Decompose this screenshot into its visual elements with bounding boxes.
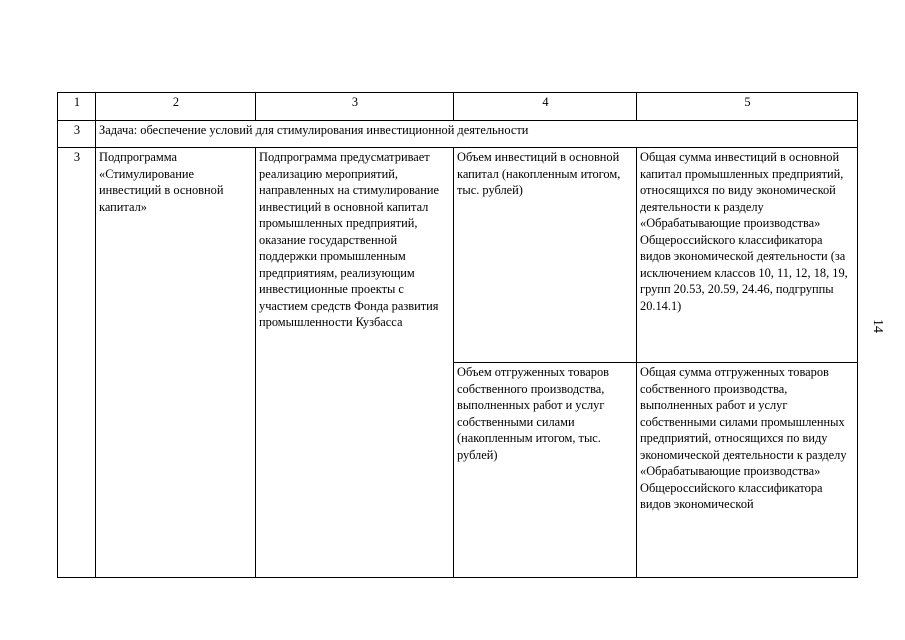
row-number: 3 — [58, 148, 96, 578]
indicators-table — [57, 92, 858, 578]
indicator-method: Общая сумма отгруженных товаров собственного производства, выполненных работ и услуг собственными силами промышленных предприятий, относящихся по виду экономической деятельности к разделу «Обрабатывающие производства» Общероссийского классификатора видов экономической — [637, 363, 858, 578]
header-cell: 5 — [637, 93, 858, 121]
page-number: 14 — [870, 319, 885, 333]
indicator-name: Объем отгруженных товаров собственного производства, выполненных работ и услуг собственными силами (накопленным итогом, тыс. рублей) — [454, 363, 637, 578]
subprogram-name: Подпрограмма «Стимулирование инвестиций в основной капитал» — [96, 148, 256, 578]
task-number: 3 — [58, 121, 96, 148]
task-row — [58, 121, 858, 148]
header-cell: 4 — [454, 93, 637, 121]
indicator-row — [58, 148, 858, 363]
indicator-method: Общая сумма инвестиций в основной капитал промышленных предприятий, относящихся по виду экономической деятельности к разделу «Обрабатывающие производства» Общероссийского классификатора видов экономической деятельности (за исключением классов 10, 11, 12, 18, 19, групп 20.53, 20.59, 24.46, подгруппы 20.14.1) — [637, 148, 858, 363]
header-cell: 1 — [58, 93, 96, 121]
subprogram-description: Подпрограмма предусматривает реализацию мероприятий, направленных на стимулирование инвестиций в основной капитал промышленных предприятий, оказание государственной поддержки промышленным предприятиям, реализующим инвестиционные проекты с участием средств Фонда развития промышленности Кузбасса — [256, 148, 454, 578]
header-cell: 3 — [256, 93, 454, 121]
header-cell: 2 — [96, 93, 256, 121]
header-row — [58, 93, 858, 121]
indicator-name: Объем инвестиций в основной капитал (накопленным итогом, тыс. рублей) — [454, 148, 637, 363]
task-text: Задача: обеспечение условий для стимулирования инвестиционной деятельности — [96, 121, 858, 148]
